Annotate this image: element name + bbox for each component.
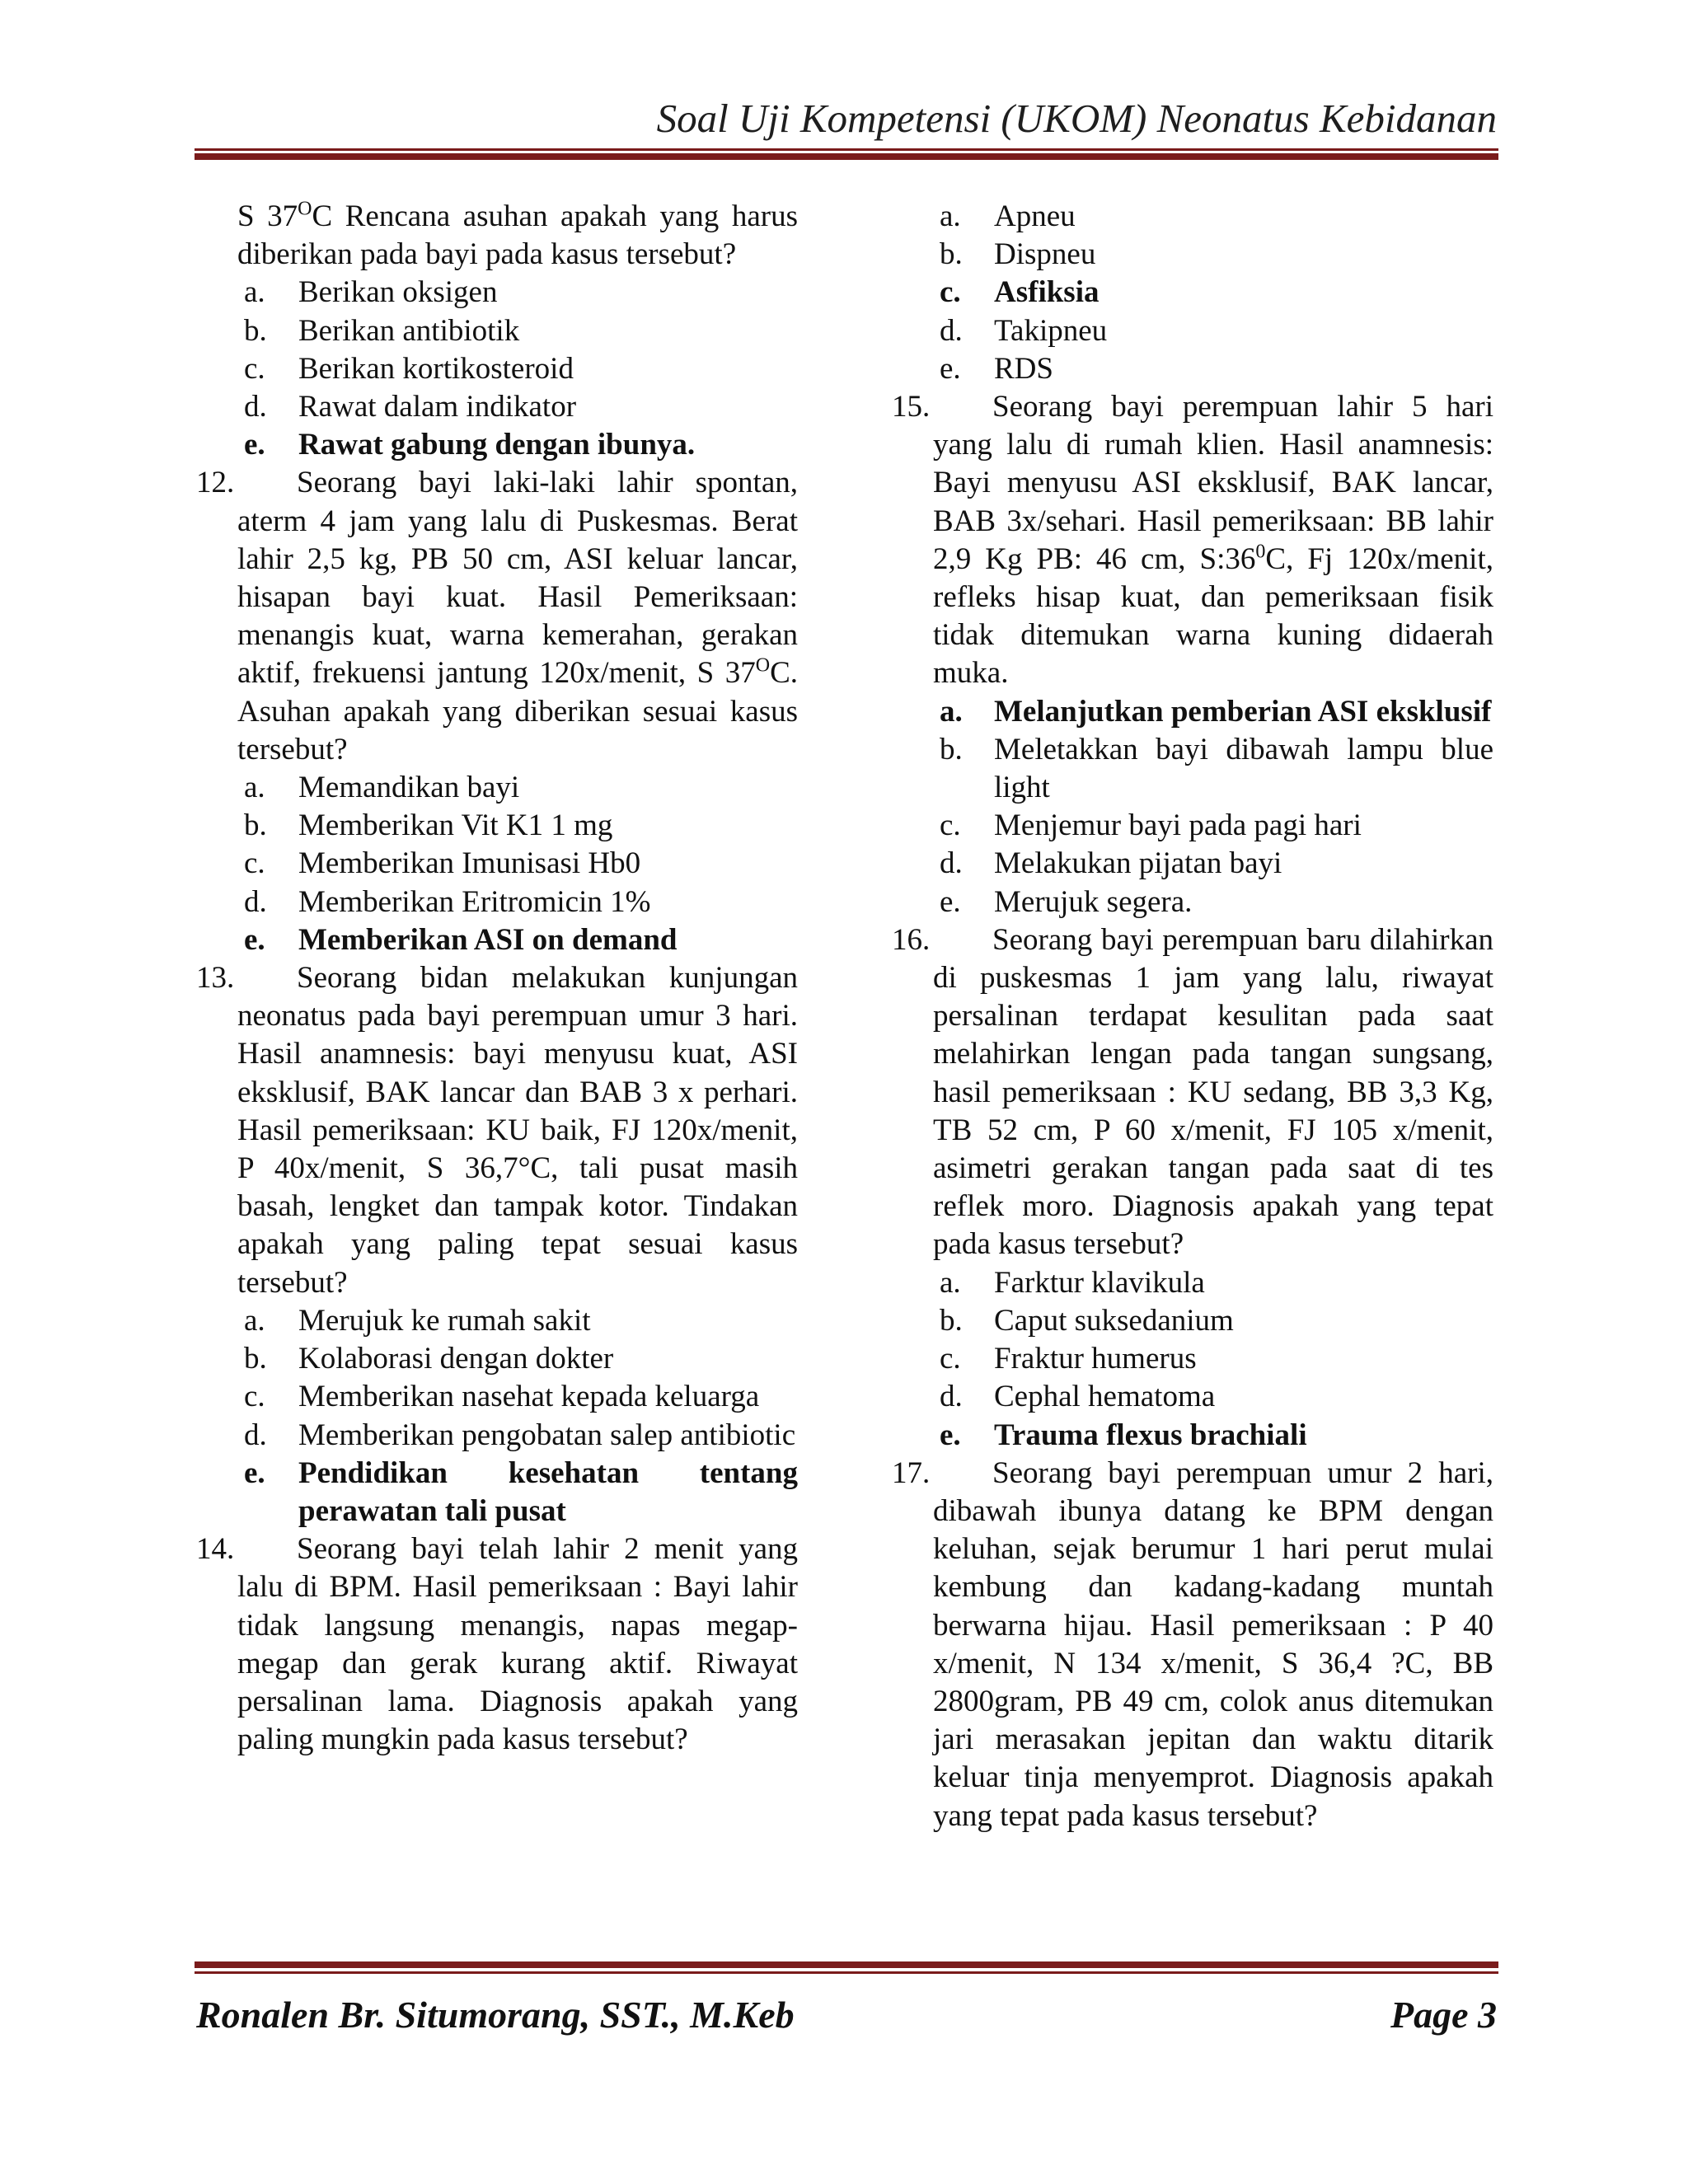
option-letter: e. bbox=[940, 1418, 961, 1452]
option-13-e-correct[interactable] bbox=[196, 1455, 798, 1530]
superscript: O bbox=[298, 198, 312, 220]
option-letter: a. bbox=[244, 275, 265, 310]
option-text: Caput suksedanium bbox=[994, 1303, 1234, 1338]
option-12-c[interactable] bbox=[196, 845, 798, 883]
option-11-a[interactable] bbox=[196, 274, 798, 312]
footer-page-number: Page 3 bbox=[1390, 1994, 1497, 2036]
option-letter: d. bbox=[940, 313, 963, 348]
option-14-c-correct[interactable] bbox=[892, 274, 1493, 312]
option-text: Merujuk segera. bbox=[994, 884, 1193, 919]
question-16 bbox=[892, 921, 1493, 1264]
option-11-c[interactable] bbox=[196, 350, 798, 388]
option-letter: d. bbox=[244, 1418, 267, 1452]
option-letter: d. bbox=[940, 1380, 963, 1414]
question-number: 13. bbox=[196, 961, 235, 996]
option-letter: b. bbox=[244, 808, 267, 843]
question-15 bbox=[892, 388, 1493, 693]
option-letter: c. bbox=[244, 1380, 265, 1414]
option-text: Memberikan Eritromicin 1% bbox=[298, 884, 651, 919]
option-text: Takipneu bbox=[994, 313, 1108, 348]
option-11-b[interactable] bbox=[196, 312, 798, 350]
question-11-text-b: C Rencana asuhan apakah yang harus diberikan pada bayi pada kasus tersebut? bbox=[237, 199, 799, 272]
question-13 bbox=[196, 959, 798, 1302]
option-text: RDS bbox=[994, 351, 1053, 386]
option-text: Trauma flexus brachiali bbox=[994, 1418, 1307, 1452]
option-text: Meletakkan bayi dibawah lampu blue light bbox=[994, 732, 1493, 805]
question-text bbox=[237, 464, 798, 769]
header-title: Soal Uji Kompetensi (UKOM) Neonatus Kebidanan bbox=[656, 96, 1497, 141]
option-text: Berikan kortikosteroid bbox=[298, 351, 574, 386]
option-text: Berikan antibiotik bbox=[298, 313, 520, 348]
superscript: 0 bbox=[1255, 541, 1266, 563]
option-11-d[interactable] bbox=[196, 388, 798, 426]
option-15-b[interactable] bbox=[892, 731, 1493, 807]
option-11-e-correct[interactable] bbox=[196, 426, 798, 464]
footer-rule-thin bbox=[195, 1971, 1498, 1974]
header-rule-thin bbox=[195, 148, 1498, 151]
option-text: Memandikan bayi bbox=[298, 771, 520, 805]
superscript: O bbox=[755, 655, 771, 677]
question-12-text-b: C. Asuhan apakah yang diberikan sesuai kasus tersebut? bbox=[237, 656, 798, 766]
option-14-e[interactable] bbox=[892, 350, 1493, 388]
option-text: Melanjutkan pemberian ASI eksklusif bbox=[994, 694, 1492, 729]
option-13-d[interactable] bbox=[196, 1417, 798, 1455]
option-letter: d. bbox=[940, 846, 963, 881]
option-13-b[interactable] bbox=[196, 1340, 798, 1378]
question-text: Seorang bayi perempuan baru dilahirkan di puskesmas 1 jam yang lalu, riwayat persalinan terdapat kesulitan pada saat melahirkan lengan pada tangan sungsang, hasil pemeriksaan : KU sedang, BB 3,3 Kg, TB 52 cm, P 60 x/menit, FJ 105 x/menit, asimetri gerakan tangan pada saat di tes reflek moro. Diagnosis apakah yang tepat pada kasus tersebut? bbox=[933, 922, 1493, 1262]
right-column bbox=[892, 198, 1493, 1835]
option-text: Memberikan ASI on demand bbox=[298, 922, 678, 957]
option-letter: a. bbox=[940, 694, 963, 729]
question-11-text-a: S 37 bbox=[237, 199, 298, 233]
option-letter: a. bbox=[244, 1303, 265, 1338]
option-letter: c. bbox=[244, 846, 265, 881]
option-text: Merujuk ke rumah sakit bbox=[298, 1303, 591, 1338]
option-12-b[interactable] bbox=[196, 807, 798, 845]
option-text: Dispneu bbox=[994, 237, 1096, 272]
option-text: Farktur klavikula bbox=[994, 1265, 1205, 1300]
question-12 bbox=[196, 464, 798, 769]
question-text bbox=[933, 388, 1493, 693]
footer-author: Ronalen Br. Situmorang, SST., M.Keb bbox=[196, 1994, 795, 2036]
option-12-e-correct[interactable] bbox=[196, 921, 798, 959]
option-16-d[interactable] bbox=[892, 1378, 1493, 1416]
option-13-a[interactable] bbox=[196, 1302, 798, 1340]
option-letter: e. bbox=[940, 351, 961, 386]
option-text: Asfiksia bbox=[994, 275, 1100, 310]
option-text: Melakukan pijatan bayi bbox=[994, 846, 1282, 881]
option-12-a[interactable] bbox=[196, 769, 798, 807]
option-15-c[interactable] bbox=[892, 807, 1493, 845]
option-16-b[interactable] bbox=[892, 1302, 1493, 1340]
option-16-e-correct[interactable] bbox=[892, 1417, 1493, 1455]
question-14 bbox=[196, 1530, 798, 1759]
option-letter: d. bbox=[244, 884, 267, 919]
option-text: Cephal hematoma bbox=[994, 1380, 1216, 1414]
option-text: Fraktur humerus bbox=[994, 1342, 1197, 1376]
option-13-c[interactable] bbox=[196, 1378, 798, 1416]
option-letter: b. bbox=[940, 732, 963, 766]
option-text: Apneu bbox=[994, 199, 1076, 233]
question-17 bbox=[892, 1455, 1493, 1835]
option-letter: c. bbox=[244, 351, 265, 386]
question-number: 17. bbox=[892, 1455, 931, 1490]
option-letter: d. bbox=[244, 390, 267, 424]
option-text: Memberikan nasehat kepada keluarga bbox=[298, 1380, 760, 1414]
question-number: 12. bbox=[196, 466, 235, 500]
option-16-a[interactable] bbox=[892, 1264, 1493, 1302]
option-letter: c. bbox=[940, 275, 961, 310]
option-letter: a. bbox=[940, 1265, 961, 1300]
question-15-text-a: Seorang bayi perempuan lahir 5 hari yang lalu di rumah klien. Hasil anamnesis: Bayi menyusu ASI eksklusif, BAK lancar, BAB 3x/sehari. Hasil pemeriksaan: BB lahir 2,9 Kg PB: 46 cm, S:36 bbox=[933, 390, 1493, 576]
question-15-text-b: C, Fj 120x/menit, refleks hisap kuat, dan pemeriksaan fisik tidak ditemukan warna kuning didaerah muka. bbox=[933, 541, 1493, 691]
question-12-text-a: Seorang bayi laki-laki lahir spontan, aterm 4 jam yang lalu di Puskesmas. Berat lahir 2,5 kg, PB 50 cm, ASI keluar lancar, hisapan bayi kuat. Hasil Pemeriksaan: menangis kuat, warna kemerahan, gerakan aktif, frekuensi jantung 120x/menit, S 37 bbox=[237, 466, 798, 691]
option-letter: c. bbox=[940, 1342, 961, 1376]
option-text: Kolaborasi dengan dokter bbox=[298, 1342, 614, 1376]
option-letter: a. bbox=[940, 199, 961, 233]
header-rule-thick bbox=[195, 153, 1498, 160]
option-15-d[interactable] bbox=[892, 845, 1493, 883]
question-number: 14. bbox=[196, 1532, 235, 1567]
option-letter: b. bbox=[244, 1342, 267, 1376]
option-letter: c. bbox=[940, 808, 961, 843]
option-12-d[interactable] bbox=[196, 883, 798, 921]
question-text: Seorang bayi perempuan umur 2 hari, dibawah ibunya datang ke BPM dengan keluhan, sejak berumur 1 hari perut mulai kembung dan kadang-kadang muntah berwarna hijau. Hasil pemeriksaan : P 40 x/menit, N 134 x/menit, S 36,4 ?C, BB 2800gram, PB 49 cm, colok anus ditemukan jari merasakan jepitan dan waktu ditarik keluar tinja menyemprot. Diagnosis apakah yang tepat pada kasus tersebut? bbox=[933, 1455, 1493, 1833]
question-number: 15. bbox=[892, 390, 931, 424]
option-letter: b. bbox=[244, 313, 267, 348]
option-14-d[interactable] bbox=[892, 312, 1493, 350]
option-text: Berikan oksigen bbox=[298, 275, 498, 310]
footer-rule-thick bbox=[195, 1961, 1498, 1968]
option-text: Memberikan Imunisasi Hb0 bbox=[298, 846, 641, 881]
option-letter: b. bbox=[940, 1303, 963, 1338]
option-letter: e. bbox=[244, 922, 265, 957]
left-column bbox=[196, 198, 798, 1759]
option-letter: e. bbox=[244, 1455, 265, 1490]
question-number: 16. bbox=[892, 922, 931, 957]
option-15-e[interactable] bbox=[892, 883, 1493, 921]
option-14-b[interactable] bbox=[892, 236, 1493, 274]
question-text: Seorang bidan melakukan kunjungan neonatus pada bayi perempuan umur 3 hari. Hasil anamnesis: bayi menyusu kuat, ASI eksklusif, BAK lancar dan BAB 3 x perhari. Hasil pemeriksaan: KU baik, FJ 120x/menit, P 40x/menit, S 36,7°C, tali pusat masih basah, lengket dan tampak kotor. Tindakan apakah yang paling tepat sesuai kasus tersebut? bbox=[237, 961, 798, 1300]
option-text: Memberikan pengobatan salep antibiotic bbox=[298, 1418, 796, 1452]
option-14-a[interactable] bbox=[892, 198, 1493, 236]
option-letter: b. bbox=[940, 237, 963, 272]
question-text: Seorang bayi telah lahir 2 menit yang lalu di BPM. Hasil pemeriksaan : Bayi lahir tidak langsung menangis, napas megap-megap dan gerak kurang aktif. Riwayat persalinan lama. Diagnosis apakah yang paling mungkin pada kasus tersebut? bbox=[237, 1532, 798, 1757]
option-letter: e. bbox=[244, 428, 265, 462]
option-letter: e. bbox=[940, 884, 961, 919]
option-text: Rawat gabung dengan ibunya. bbox=[298, 428, 696, 462]
option-text: Pendidikan kesehatan tentang perawatan tali pusat bbox=[298, 1455, 798, 1528]
option-letter: a. bbox=[244, 771, 265, 805]
option-text: Menjemur bayi pada pagi hari bbox=[994, 808, 1362, 843]
option-15-a-correct[interactable] bbox=[892, 693, 1493, 731]
option-text: Memberikan Vit K1 1 mg bbox=[298, 808, 613, 843]
option-text: Rawat dalam indikator bbox=[298, 390, 577, 424]
option-16-c[interactable] bbox=[892, 1340, 1493, 1378]
question-11-continuation bbox=[196, 198, 798, 274]
